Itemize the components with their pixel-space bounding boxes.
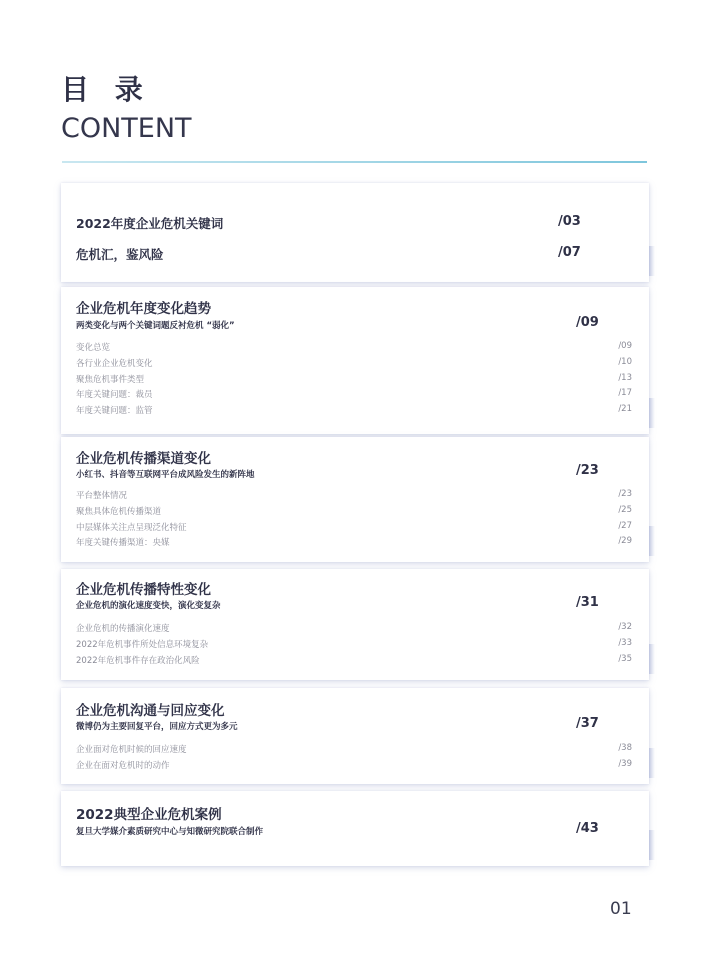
- toc-subitem[interactable]: [76, 638, 632, 652]
- section-heading[interactable]: 企业危机年度变化趋势: [76, 301, 211, 317]
- subitem-page: /13: [618, 373, 632, 383]
- title-divider: [62, 161, 647, 163]
- toc-subitem[interactable]: [76, 743, 632, 757]
- section-heading[interactable]: 企业危机传播特性变化: [76, 582, 211, 598]
- toc-subitem[interactable]: [76, 536, 632, 550]
- toc-entry-label[interactable]: 危机汇，鉴风险: [76, 247, 164, 262]
- subitem-label: 2022年危机事件所处信息环境复杂: [76, 640, 209, 650]
- subitem-page: /35: [618, 654, 632, 664]
- subitem-label: 聚焦具体危机传播渠道: [76, 507, 162, 517]
- toc-subitem[interactable]: [76, 357, 632, 371]
- section-heading[interactable]: 企业危机传播渠道变化: [76, 451, 211, 467]
- toc-card-top: [61, 183, 649, 282]
- subitem-label: 企业在面对危机时的动作: [76, 761, 170, 771]
- toc-subitem[interactable]: [76, 521, 632, 535]
- section-page[interactable]: /09: [576, 315, 599, 330]
- toc-subitem[interactable]: [76, 505, 632, 519]
- subitem-page: /09: [618, 341, 632, 351]
- subitem-label: 2022年危机事件存在政治化风险: [76, 656, 200, 666]
- subitem-page: /23: [618, 489, 632, 499]
- toc-entry-page[interactable]: /07: [558, 245, 581, 260]
- subitem-label: 年度关键传播渠道：央媒: [76, 538, 170, 548]
- section-page[interactable]: /31: [576, 595, 599, 610]
- section-subtitle: 两类变化与两个关键词题反衬危机 “弱化”: [76, 321, 235, 331]
- section-subtitle: 微博仍为主要回复平台，回应方式更为多元: [76, 722, 238, 732]
- subitem-label: 年度关键问题：监管: [76, 406, 153, 416]
- subitem-label: 各行业企业危机变化: [76, 359, 153, 369]
- section-heading[interactable]: 2022典型企业危机案例: [76, 807, 222, 823]
- toc-section-card: [61, 791, 649, 866]
- toc-subitem[interactable]: [76, 654, 632, 668]
- section-heading[interactable]: 企业危机沟通与回应变化: [76, 703, 225, 719]
- section-subtitle: 小红书、抖音等互联网平台成风险发生的新阵地: [76, 470, 255, 480]
- subitem-page: /21: [618, 404, 632, 414]
- toc-entry-label[interactable]: 2022年度企业危机关键词: [76, 216, 224, 231]
- section-page[interactable]: /43: [576, 821, 599, 836]
- subitem-label: 聚焦危机事件类型: [76, 375, 145, 385]
- subitem-page: /17: [618, 388, 632, 398]
- subitem-label: 年度关键问题：裁员: [76, 390, 153, 400]
- subitem-page: /38: [618, 743, 632, 753]
- toc-subitem[interactable]: [76, 489, 632, 503]
- toc-subitem[interactable]: [76, 341, 632, 355]
- subitem-page: /33: [618, 638, 632, 648]
- subitem-label: 企业危机的传播演化速度: [76, 624, 170, 634]
- page-number: 01: [610, 899, 632, 919]
- subitem-label: 企业面对危机时候的回应速度: [76, 745, 187, 755]
- toc-section-card: [61, 287, 649, 434]
- toc-section-card: [61, 688, 649, 784]
- page-title-cn: 目 录: [61, 73, 151, 106]
- toc-section-card: [61, 569, 649, 680]
- subitem-page: /10: [618, 357, 632, 367]
- subitem-page: /27: [618, 521, 632, 531]
- subitem-label: 中层媒体关注点呈现泛化特征: [76, 523, 187, 533]
- section-subtitle: 复旦大学媒介素质研究中心与知微研究院联合制作: [76, 827, 264, 837]
- subitem-page: /32: [618, 622, 632, 632]
- toc-subitem[interactable]: [76, 388, 632, 402]
- section-page[interactable]: /23: [576, 463, 599, 478]
- toc-subitem[interactable]: [76, 622, 632, 636]
- subitem-page: /39: [618, 759, 632, 769]
- section-page[interactable]: /37: [576, 716, 599, 731]
- subitem-page: /29: [618, 536, 632, 546]
- section-subtitle: 企业危机的演化速度变快，演化变复杂: [76, 601, 221, 611]
- subitem-label: 变化总览: [76, 343, 111, 353]
- subitem-page: /25: [618, 505, 632, 515]
- toc-entry-page[interactable]: /03: [558, 214, 581, 229]
- page-title-en: CONTENT: [61, 113, 192, 144]
- toc-subitem[interactable]: [76, 404, 632, 418]
- toc-subitem[interactable]: [76, 373, 632, 387]
- subitem-label: 平台整体情况: [76, 491, 128, 501]
- toc-section-card: [61, 437, 649, 562]
- toc-subitem[interactable]: [76, 759, 632, 773]
